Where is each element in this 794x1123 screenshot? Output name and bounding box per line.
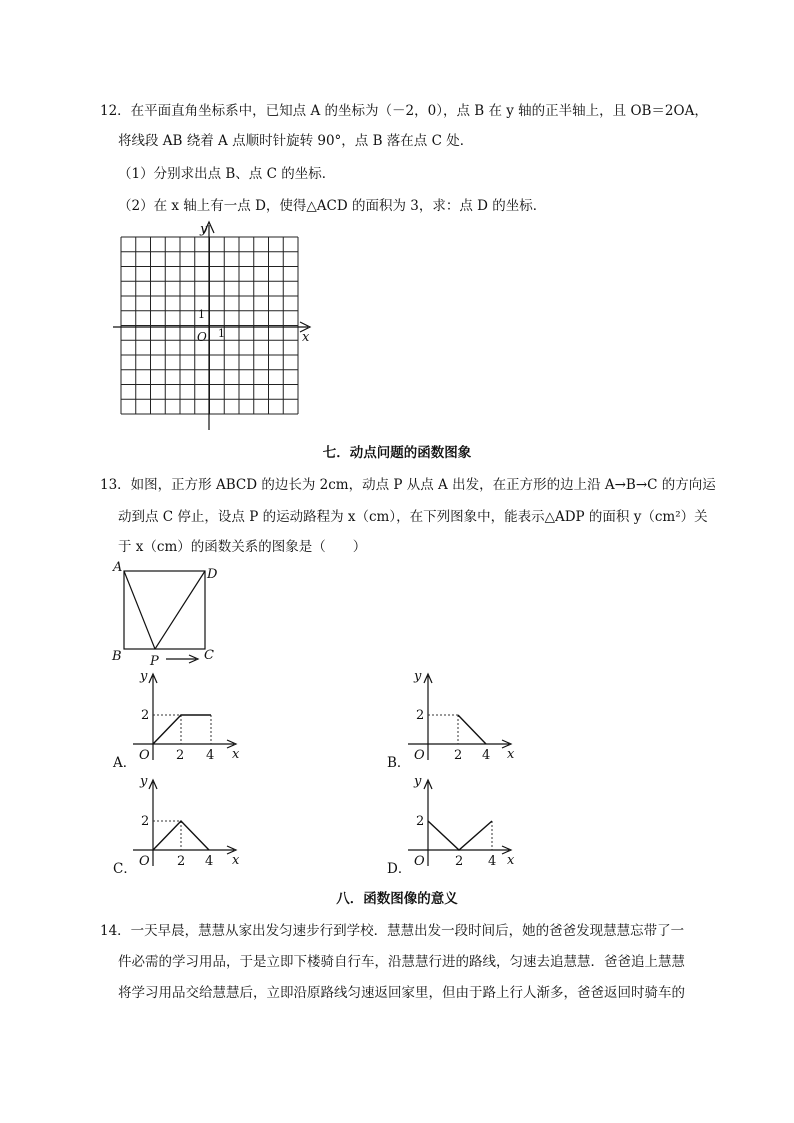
option-d-tick-2: 2 <box>455 854 464 869</box>
option-a-x-label: x <box>232 747 240 762</box>
grid-unit-x: 1 <box>218 327 225 340</box>
option-d-y-label: y <box>414 774 422 789</box>
option-a-tick-2: 2 <box>176 748 185 763</box>
option-c-tick-4: 4 <box>205 854 214 869</box>
option-b-tick-2: 2 <box>454 748 463 763</box>
q12-line1: 12．在平面直角坐标系中，已知点 A 的坐标为（－2，0），点 B 在 y 轴的正半轴上，且 OB＝2OA， <box>100 103 708 119</box>
option-d-curve <box>428 821 492 850</box>
section7-title: 七．动点问题的函数图象 <box>322 445 472 461</box>
option-b-curve <box>458 715 486 744</box>
label-P: P <box>150 654 159 669</box>
q14-line1: 14．一天早晨，慧慧从家出发匀速步行到学校．慧慧出发一段时间后，她的爸爸发现慧慧忘带了一 <box>100 923 685 939</box>
option-a-tick-4: 4 <box>206 748 215 763</box>
option-b-y-label: y <box>414 669 422 684</box>
q14-line2: 件必需的学习用品，于是立即下楼骑自行车，沿慧慧行进的路线，匀速去追慧慧．爸爸追上慧慧 <box>118 954 685 970</box>
option-c-graph <box>133 774 240 869</box>
option-d-x-label: x <box>507 853 515 868</box>
q13-line1: 13．如图，正方形 ABCD 的边长为 2cm，动点 P 从点 A 出发，在正方形的边上沿 A→B→C 的方向运 <box>100 477 716 493</box>
label-A: A <box>113 560 123 575</box>
option-b-origin: O <box>414 748 425 763</box>
option-d-graph <box>408 774 515 869</box>
label-B: B <box>112 649 122 664</box>
q12-part1: （1）分别求出点 B、点 C 的坐标． <box>118 166 336 182</box>
option-a-origin: O <box>139 748 150 763</box>
option-c-value-2: 2 <box>141 814 150 829</box>
q13-line2: 动到点 C 停止，设点 P 的运动路程为 x（cm），在下列图象中，能表示△ADP 的面积 y（cm²）关 <box>118 509 708 525</box>
grid-unit-y: 1 <box>198 308 205 321</box>
grid-x-label: x <box>302 330 310 345</box>
option-a-value-2: 2 <box>141 708 150 723</box>
option-c-x-label: x <box>232 853 240 868</box>
option-b-graph <box>408 669 515 763</box>
section8-title: 八．函数图像的意义 <box>336 891 458 907</box>
option-d-value-2: 2 <box>416 814 425 829</box>
label-C: C <box>204 648 214 663</box>
option-d-origin: O <box>414 854 425 869</box>
option-c-origin: O <box>139 854 150 869</box>
option-d-label[interactable]: D． <box>387 861 412 877</box>
option-a-y-label: y <box>140 669 148 684</box>
option-c-y-label: y <box>140 774 148 789</box>
option-b-label[interactable]: B． <box>387 755 411 771</box>
q13-line3: 于 x（cm）的函数关系的图象是（ ） <box>118 539 367 555</box>
option-a-label[interactable]: A． <box>113 755 137 771</box>
option-b-x-label: x <box>507 747 515 762</box>
option-c-label[interactable]: C． <box>113 861 137 877</box>
option-d-tick-4: 4 <box>488 854 497 869</box>
grid-origin: O <box>197 330 207 344</box>
q12-part2: （2）在 x 轴上有一点 D，使得△ACD 的面积为 3，求：点 D 的坐标． <box>118 198 547 214</box>
option-b-tick-4: 4 <box>482 748 491 763</box>
option-c-tick-2: 2 <box>177 854 186 869</box>
option-b-value-2: 2 <box>416 708 425 723</box>
label-D: D <box>207 567 218 582</box>
option-a-curve <box>153 715 211 744</box>
q14-line3: 将学习用品交给慧慧后，立即沿原路线匀速返回家里，但由于路上行人渐多，爸爸返回时骑车的 <box>118 985 685 1001</box>
option-a-graph <box>133 669 240 763</box>
q12-line2: 将线段 AB 绕着 A 点顺时针旋转 90°，点 B 落在点 C 处． <box>118 133 474 149</box>
grid-y-label: y <box>200 222 208 237</box>
